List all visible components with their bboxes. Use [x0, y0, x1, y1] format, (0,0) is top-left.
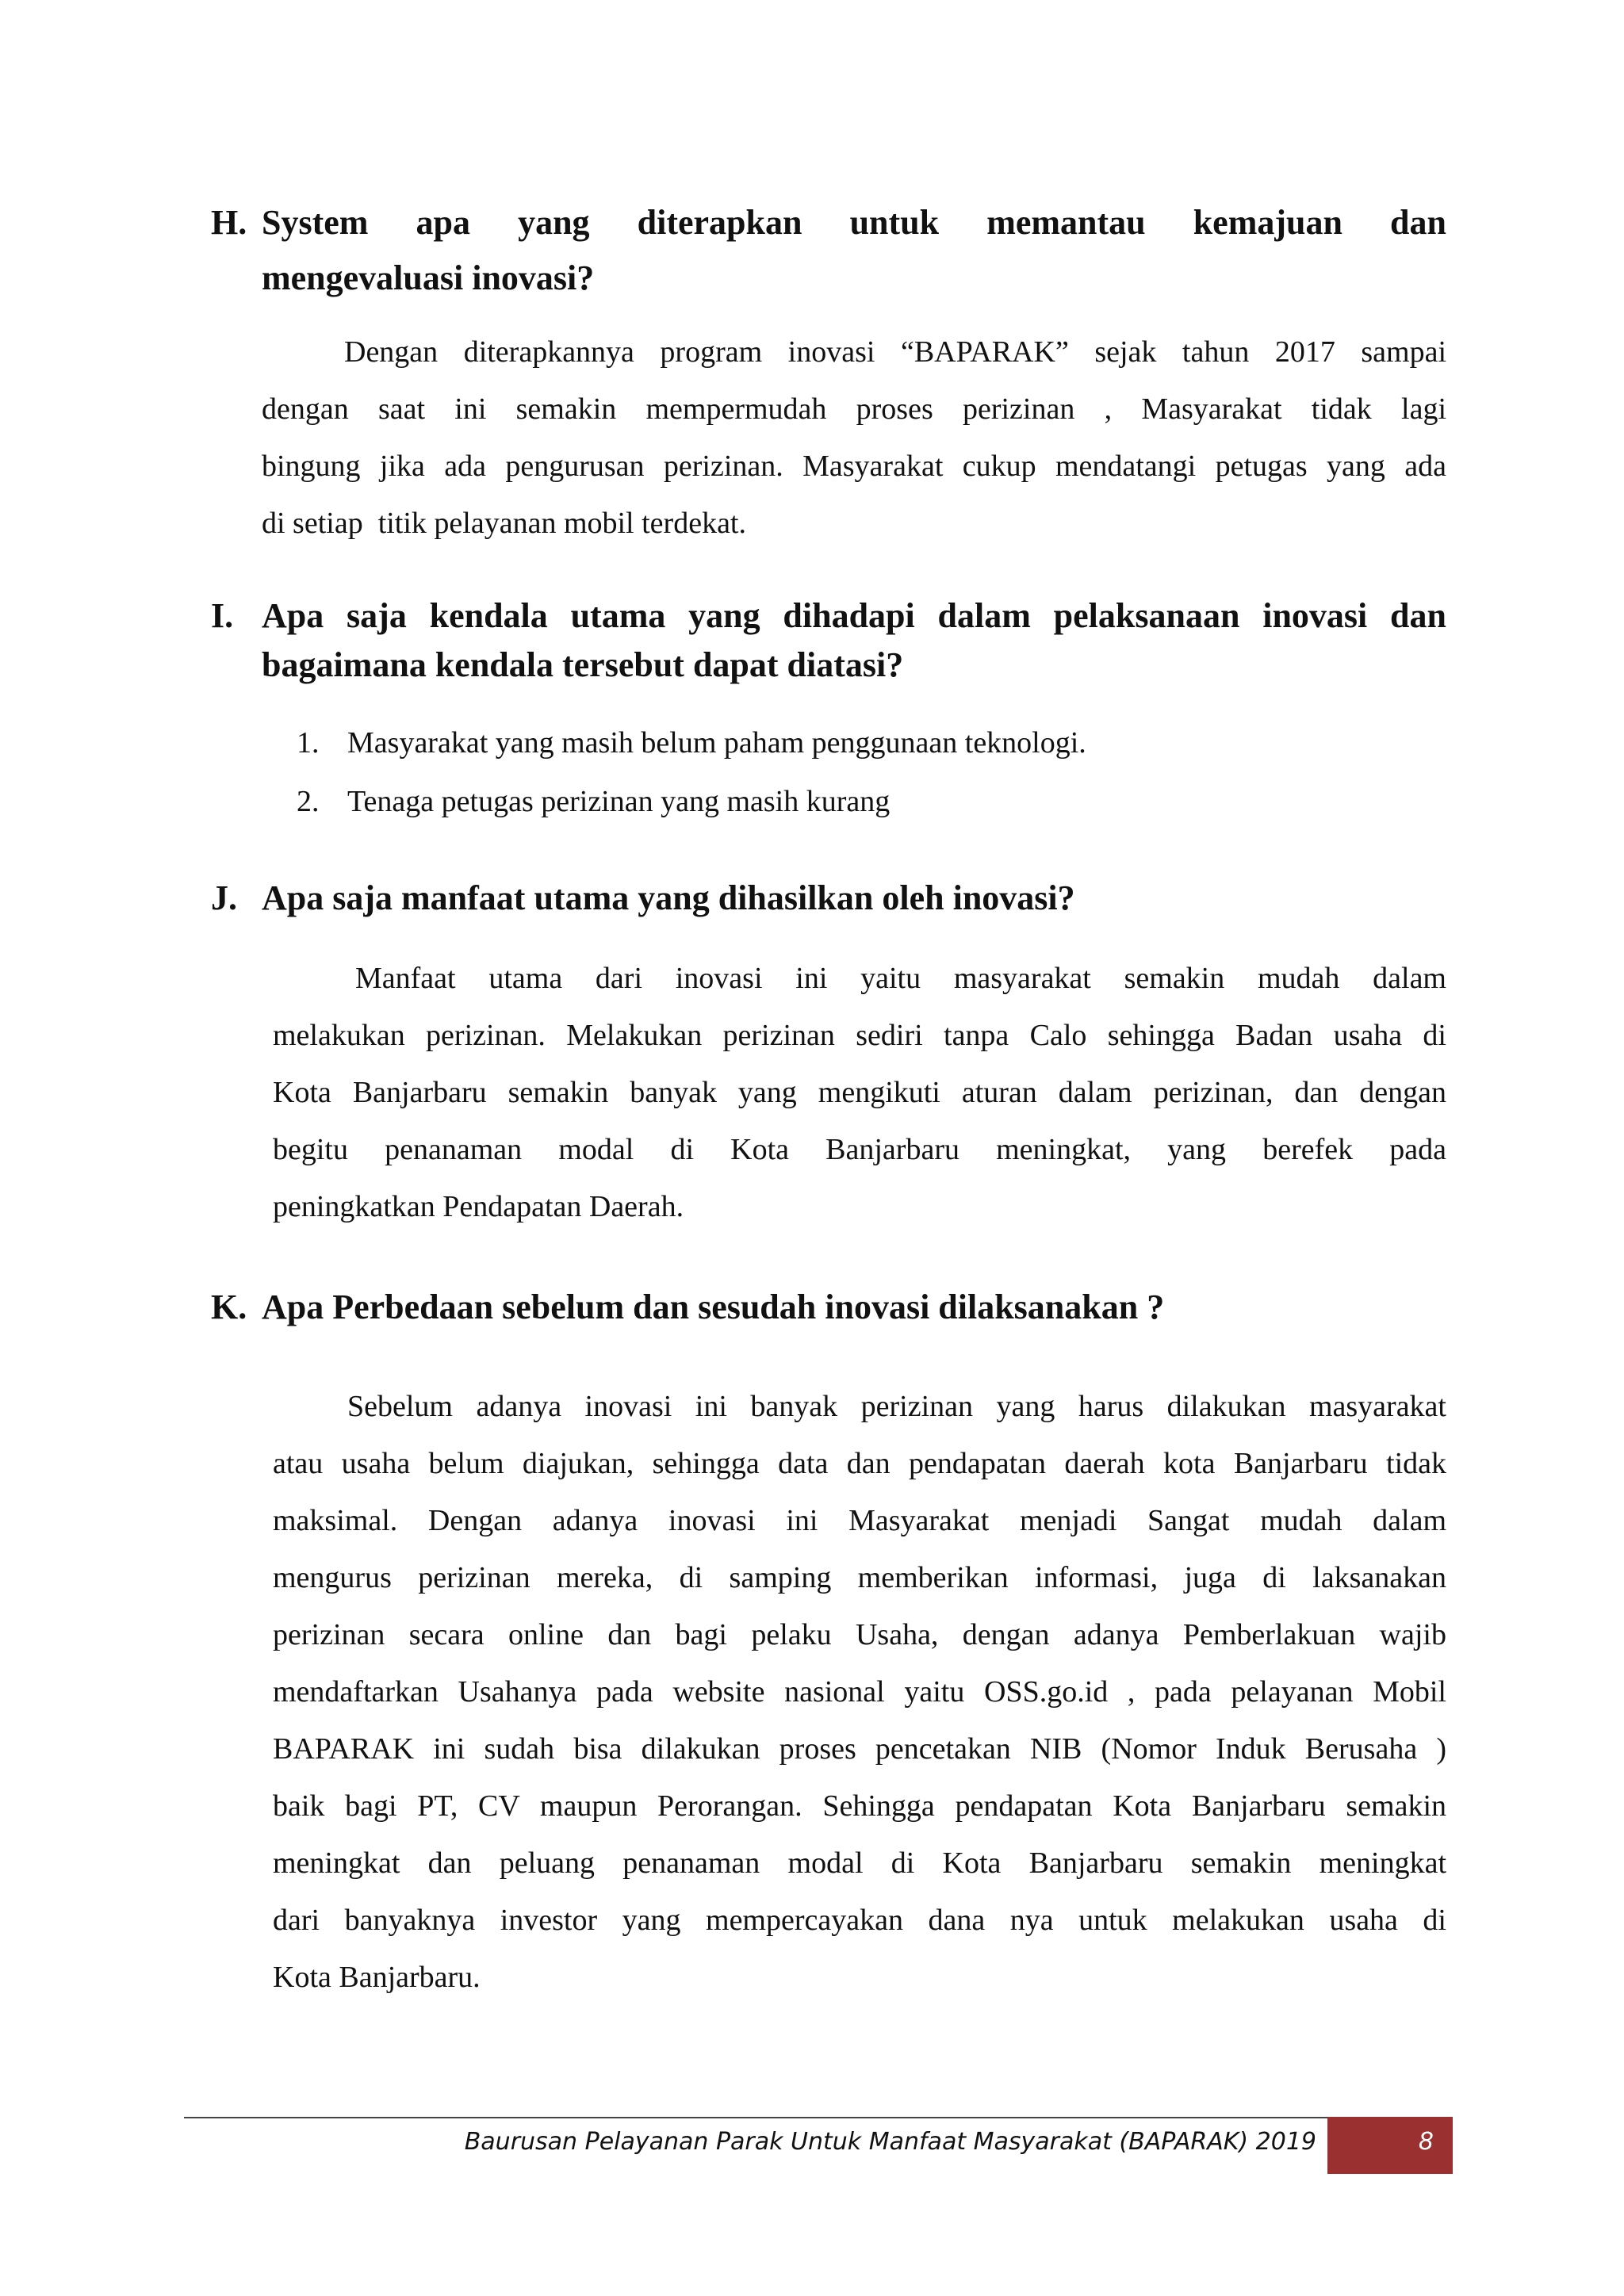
section-i-letter: I.: [211, 596, 234, 635]
section-h-body-line: di setiap titik pelayanan mobil terdekat.: [262, 507, 746, 540]
section-j-letter: J.: [211, 878, 237, 917]
section-j-body-line: peningkatkan Pendapatan Daerah.: [273, 1190, 684, 1223]
section-i-title-line2: bagaimana kendala tersebut dapat diatasi?: [262, 645, 904, 684]
section-i-list: [297, 714, 1407, 840]
section-k-body-line: meningkat dan peluang penanaman modal di Kota Banjarbaru semakin meningkat: [273, 1846, 1446, 1880]
section-j-body-line: begitu penanaman modal di Kota Banjarbaru meningkat, yang berefek pada: [273, 1133, 1446, 1166]
section-k-letter: K.: [211, 1288, 247, 1326]
section-j-body-line: Manfaat utama dari inovasi ini yaitu masyarakat semakin mudah dalam: [355, 962, 1446, 995]
section-h-body-line: bingung jika ada pengurusan perizinan. Masyarakat cukup mendatangi petugas yang ada: [262, 450, 1446, 483]
section-h-heading: [211, 195, 1446, 306]
section-k-body-line: baik bagi PT, CV maupun Perorangan. Sehingga pendapatan Kota Banjarbaru semakin: [273, 1789, 1446, 1823]
section-j-body-line: Kota Banjarbaru semakin banyak yang mengikuti aturan dalam perizinan, dan dengan: [273, 1076, 1446, 1109]
section-h-title-line2: mengevaluasi inovasi?: [262, 258, 595, 297]
section-k-heading: [211, 1280, 1446, 1335]
section-k-body-line: mendaftarkan Usahanya pada website nasional yaitu OSS.go.id , pada pelayanan Mobil: [273, 1675, 1446, 1709]
section-k-body-line: BAPARAK ini sudah bisa dilakukan proses pencetakan NIB (Nomor Induk Berusaha ): [273, 1732, 1446, 1766]
list-item-number: 2.: [297, 785, 320, 818]
page-number: 8: [1418, 2128, 1434, 2156]
footer-title: Baurusan Pelayanan Parak Untuk Manfaat Masyarakat (BAPARAK) 2019: [464, 2128, 1316, 2156]
section-h-letter: H.: [211, 203, 247, 242]
section-k-body-line: Kota Banjarbaru.: [273, 1961, 481, 1994]
section-j-body: [273, 950, 1446, 1235]
section-k-body: [273, 1378, 1446, 2006]
section-h-body: [262, 323, 1446, 552]
section-k-body-line: Sebelum adanya inovasi ini banyak perizinan yang harus dilakukan masyarakat: [347, 1390, 1446, 1423]
section-h-body-line: dengan saat ini semakin mempermudah proses perizinan , Masyarakat tidak lagi: [262, 392, 1446, 426]
section-j-title: Apa saja manfaat utama yang dihasilkan oleh inovasi?: [262, 878, 1075, 917]
section-k-body-line: mengurus perizinan mereka, di samping memberikan informasi, juga di laksanakan: [273, 1561, 1446, 1594]
section-k-title: Apa Perbedaan sebelum dan sesudah inovasi dilaksanakan ?: [262, 1288, 1165, 1326]
page-number-box: [1327, 2117, 1453, 2174]
section-j-heading: [211, 871, 1446, 926]
section-i-title-line1: Apa saja kendala utama yang dihadapi dalam pelaksanaan inovasi dan: [262, 596, 1446, 635]
section-h-body-line: Dengan diterapkannya program inovasi “BAPARAK” sejak tahun 2017 sampai: [344, 335, 1446, 369]
section-i-heading: [211, 591, 1446, 695]
list-item-number: 1.: [297, 726, 320, 760]
footer-rule: [184, 2117, 1453, 2118]
list-item-text: Tenaga petugas perizinan yang masih kurang: [347, 785, 891, 818]
section-j-body-line: melakukan perizinan. Melakukan perizinan sediri tanpa Calo sehingga Badan usaha di: [273, 1019, 1446, 1052]
section-k-body-line: atau usaha belum diajukan, sehingga data dan pendapatan daerah kota Banjarbaru tidak: [273, 1447, 1446, 1480]
section-h-title-line1: System apa yang diterapkan untuk memantau kemajuan dan: [262, 203, 1446, 242]
section-k-body-line: maksimal. Dengan adanya inovasi ini Masyarakat menjadi Sangat mudah dalam: [273, 1504, 1446, 1537]
section-k-body-line: perizinan secara online dan bagi pelaku Usaha, dengan adanya Pemberlakuan wajib: [273, 1618, 1446, 1651]
list-item-text: Masyarakat yang masih belum paham penggunaan teknologi.: [347, 726, 1086, 760]
section-k-body-line: dari banyaknya investor yang mempercayakan dana nya untuk melakukan usaha di: [273, 1904, 1446, 1937]
